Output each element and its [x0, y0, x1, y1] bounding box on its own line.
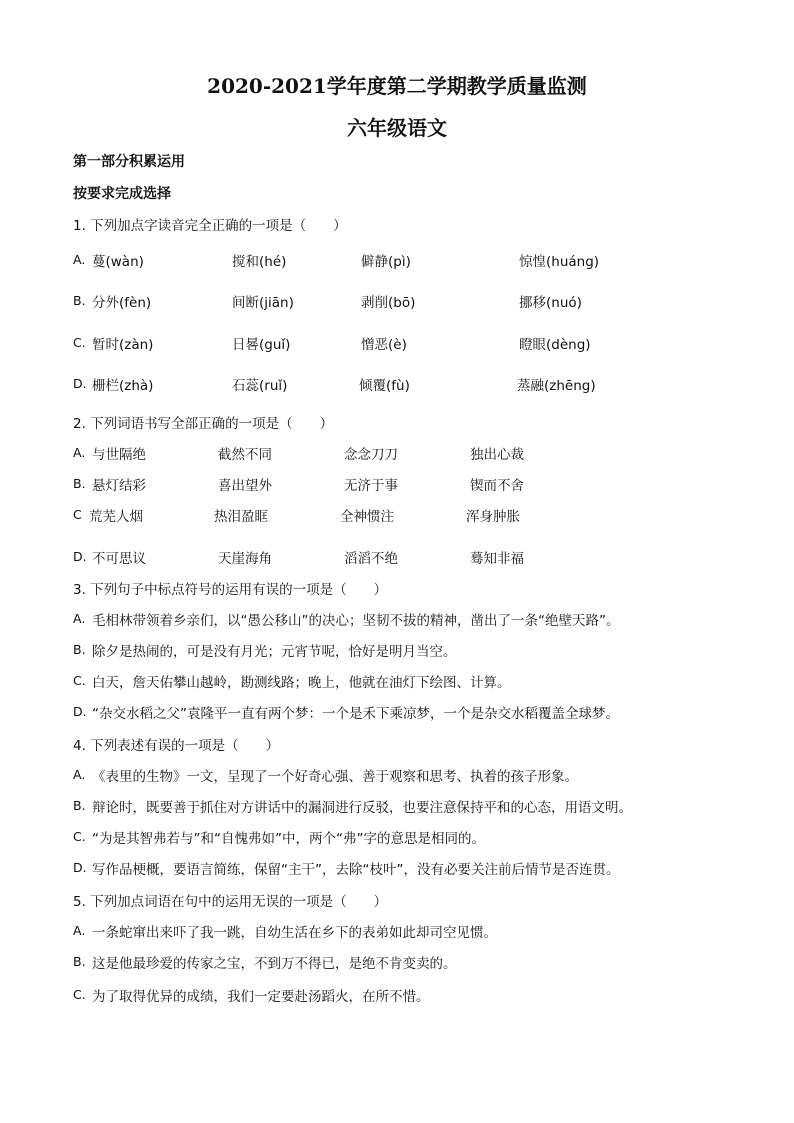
q1-a-item: 蔓(wàn): [92, 254, 144, 270]
q2-b-item: 悬灯结彩: [92, 478, 146, 494]
q1-a-item: 僻静(pì): [361, 254, 411, 270]
q5-option-a: 一条蛇窜出来吓了我一跳，自幼生活在乡下的表弟如此却司空见惯。: [92, 925, 497, 941]
q1-option-label: B.: [73, 293, 86, 308]
q3-option-label: C.: [73, 673, 86, 688]
q2-d-item: 不可思议: [92, 551, 146, 567]
exam-title: 2020-2021学年度第二学期教学质量监测: [207, 74, 587, 98]
q2-c-item: 全神惯注: [340, 509, 394, 525]
q1-d-item: 蒸融(zhēng): [517, 378, 596, 394]
q2-option-label: D.: [73, 549, 87, 564]
q2-d-item: 天崖海角: [218, 551, 272, 567]
q1-option-label: C.: [73, 335, 86, 350]
q4-option-d: 写作品梗概，要语言简练，保留“主干”，去除“枝叶”，没有必要关注前后情节是否连贯。: [92, 862, 620, 878]
q1-c-item: 瞪眼(dèng): [519, 337, 591, 353]
q5-option-label: B.: [73, 954, 86, 969]
q2-a-item: 独出心裁: [470, 447, 524, 463]
q1-b-item: 间断(jiān): [232, 295, 294, 311]
q2-d-item: 滔滔不绝: [344, 551, 398, 567]
q3-option-b: 除夕是热闹的，可是没有月光；元宵节呢，恰好是明月当空。: [92, 644, 457, 660]
q5-option-label: C.: [73, 987, 86, 1002]
q2-c-item: 浑身肿胀: [466, 509, 520, 525]
q5-option-b: 这是他最珍爱的传家之宝，不到万不得已，是绝不肯变卖的。: [92, 956, 457, 972]
q2-d-item: 蓦知非福: [470, 551, 524, 567]
q1-b-item: 挪移(nuó): [519, 295, 582, 311]
q1-d-item: 倾覆(fù): [359, 378, 410, 394]
q2-c-item: 荒芜人烟: [89, 509, 143, 525]
q4-option-b: 辩论时，既要善于抓住对方讲话中的漏洞进行反驳，也要注意保持平和的心态，用语文明。: [92, 800, 632, 816]
instruction-heading: 按要求完成选择: [73, 186, 171, 202]
q3-option-a: 毛相林带领着乡亲们，以“愚公移山”的决心；坚韧不拔的精神，凿出了一条“绝壁天路”。: [92, 613, 620, 629]
q1-c-item: 暂时(zàn): [92, 337, 154, 353]
q3-option-label: D.: [73, 704, 87, 719]
q4-option-label: C.: [73, 829, 86, 844]
q2-option-label: C: [73, 507, 82, 522]
q2-b-item: 锲而不舍: [470, 478, 524, 494]
q2-a-item: 念念刀刀: [344, 447, 398, 463]
q4-option-label: A.: [73, 767, 86, 782]
question-4-stem: 4. 下列表述有误的一项是（ ）: [73, 738, 280, 754]
q3-option-d: “杂交水稻之父”袁隆平一直有两个梦：一个是禾下乘凉梦，一个是杂交水稻覆盖全球梦。: [92, 706, 619, 722]
question-2-stem: 2. 下列词语书写全部正确的一项是（ ）: [73, 416, 334, 432]
q2-b-item: 喜出望外: [218, 478, 272, 494]
q4-option-label: B.: [73, 798, 86, 813]
q1-d-item: 石蕊(ruǐ): [232, 378, 288, 394]
q1-c-item: 憎恶(è): [361, 337, 407, 353]
q2-option-label: A.: [73, 445, 86, 460]
q4-option-a: 《表里的生物》一文，呈现了一个好奇心强、善于观察和思考、执着的孩子形象。: [92, 769, 578, 785]
q1-b-item: 剥削(bō): [361, 295, 416, 311]
q1-option-label: D.: [73, 376, 87, 391]
q3-option-c: 白天，詹天佑攀山越岭，勘测线路；晚上，他就在油灯下绘图、计算。: [92, 675, 511, 691]
q2-a-item: 与世隔绝: [92, 447, 146, 463]
q2-c-item: 热泪盈眶: [214, 509, 268, 525]
q3-option-label: B.: [73, 642, 86, 657]
question-3-stem: 3. 下列句子中标点符号的运用有误的一项是（ ）: [73, 582, 388, 598]
q1-a-item: 搅和(hé): [232, 254, 287, 270]
q1-option-label: A.: [73, 252, 86, 267]
q5-option-label: A.: [73, 923, 86, 938]
q1-c-item: 日晷(guǐ): [232, 337, 291, 353]
q2-option-label: B.: [73, 476, 86, 491]
q1-d-item: 栅栏(zhà): [92, 378, 154, 394]
question-5-stem: 5. 下列加点词语在句中的运用无误的一项是（ ）: [73, 894, 388, 910]
q5-option-c: 为了取得优异的成绩，我们一定要赴汤蹈火，在所不惜。: [92, 989, 430, 1005]
q4-option-label: D.: [73, 860, 87, 875]
q1-a-item: 惊惶(huáng): [519, 254, 600, 270]
q4-option-c: “为是其智弗若与”和“自愧弗如”中，两个“弗”字的意思是相同的。: [92, 831, 485, 847]
question-1-stem: 1. 下列加点字读音完全正确的一项是（ ）: [73, 218, 347, 234]
q2-b-item: 无济于事: [344, 478, 398, 494]
q2-a-item: 截然不同: [218, 447, 272, 463]
exam-subtitle: 六年级语文: [347, 116, 447, 140]
q1-b-item: 分外(fèn): [92, 295, 152, 311]
q3-option-label: A.: [73, 611, 86, 626]
part-heading: 第一部分积累运用: [73, 154, 185, 170]
